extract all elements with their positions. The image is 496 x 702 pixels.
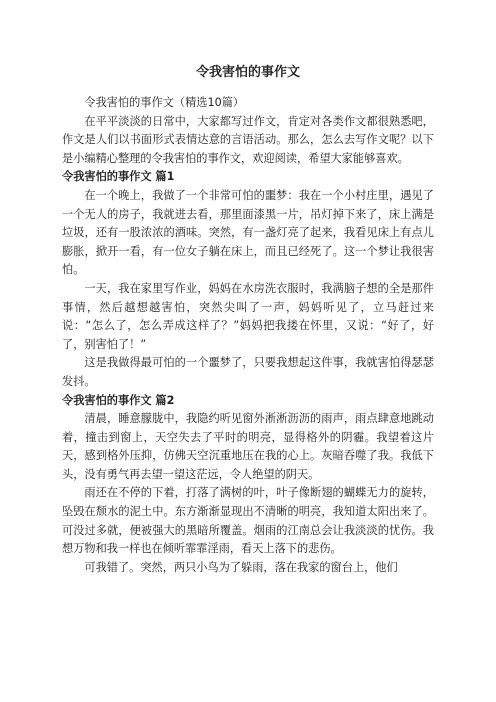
document-body <box>62 94 434 577</box>
document-subtitle: 令我害怕的事作文（精选10篇） <box>84 96 245 109</box>
section-heading-1: 令我害怕的事作文 篇1 <box>62 170 175 184</box>
paragraph: 在一个晚上，我做了一个非常可怕的噩梦：我在一个小村庄里，遇见了一个无人的房子，我就进去看，那里面漆黑一片，吊灯掉下来了，床上满是垃圾，还有一股浓浓的酒味。突然，有一盏灯亮了起来，我看见床上有点儿膨胀，掀开一看，有一位女子躺在床上，而且已经死了。这一个梦让我很害怕。 <box>62 188 434 277</box>
section-heading-2: 令我害怕的事作文 篇2 <box>62 393 175 407</box>
paragraph: 清晨，睡意朦胧中，我隐约听见窗外淅淅沥沥的雨声，雨点肆意地跳动着，撞击到窗上，天空失去了平时的明亮，显得格外的阴霾。我望着这片天，感到格外压抑，仿佛天空沉重地压在我的心上。灰暗吞噬了我。我低下头，没有勇气再去望一望这茫远，令人绝望的阴天。 <box>62 412 434 481</box>
document-title: 令我害怕的事作文 <box>195 65 300 80</box>
document-page <box>62 0 434 577</box>
paragraph: 这是我做得最可怕的一个噩梦了，只要我想起这件事，我就害怕得瑟瑟发抖。 <box>62 356 434 388</box>
paragraph: 雨还在不停的下着，打落了满树的叶，叶子像断翅的蝴蝶无力的旋转，坠毁在颓水的泥土中。东方渐渐显现出不清晰的明亮，我知道太阳出来了。可没过多就，便被强大的黑暗所覆盖。烟雨的江南总会让我淡淡的忧伤。我想万物和我一样也在倾听霏霏淫雨，看天上落下的悲伤。 <box>62 486 434 556</box>
paragraph: 一天，我在家里写作业，妈妈在水房洗衣服时，我满脑子想的全是那件事情，然后越想越害怕，突然尖叫了一声，妈妈听见了，立马赶过来说：“怎么了，怎么弄成这样了？”妈妈把我搂在怀里，又说：“好了，好了，别害怕了！” <box>62 281 434 351</box>
intro-paragraph: 在平平淡淡的日常中，大家都写过作文，肯定对各类作文都很熟悉吧，作文是人们以书面形式表情达意的言语活动。那么，怎么去写作文呢？以下是小编精心整理的令我害怕的事作文，欢迎阅读，希望大家能够喜欢。 <box>62 114 434 165</box>
paragraph: 可我错了。突然，两只小鸟为了躲雨，落在我家的窗台上，他们 <box>84 560 398 574</box>
